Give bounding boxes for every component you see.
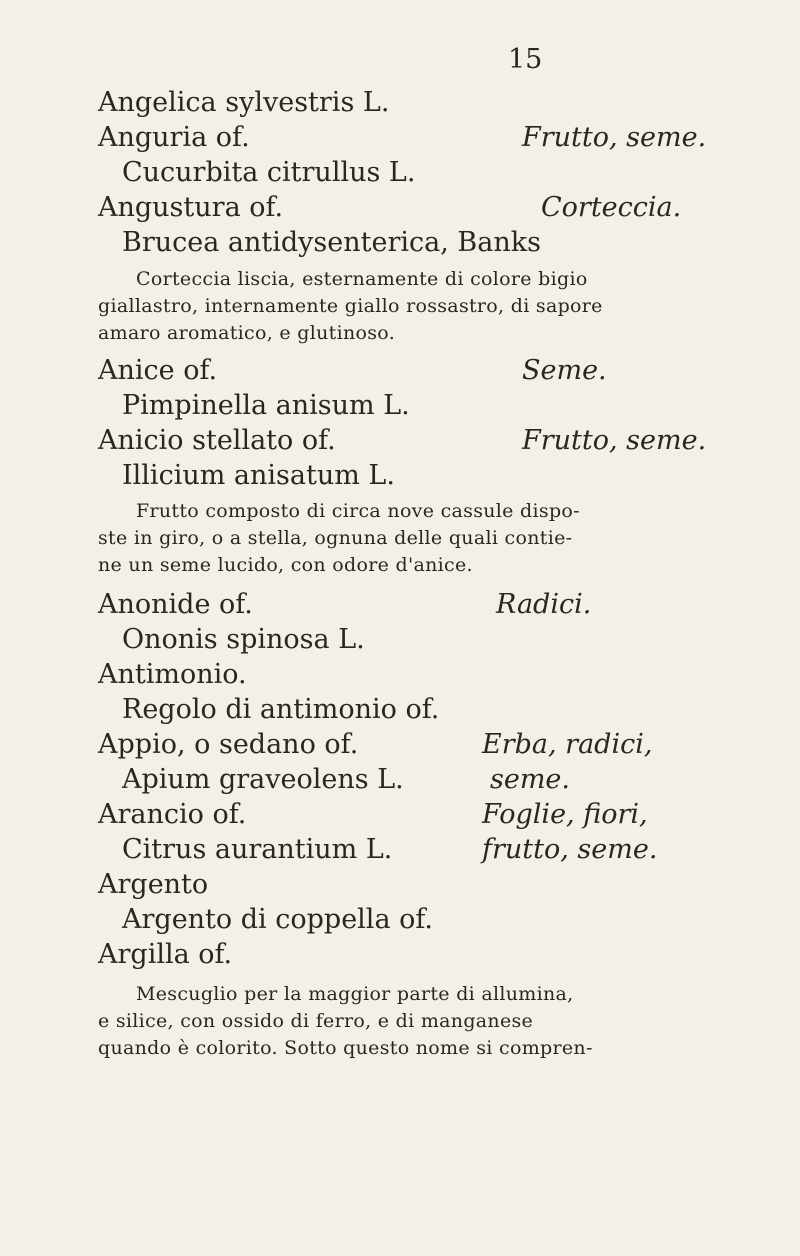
- entry-left: Argento di coppella of.: [122, 904, 433, 935]
- entry-left: Arancio of.: [98, 799, 247, 830]
- note-line: giallastro, internamente giallo rossastro, di sapore: [98, 295, 603, 317]
- entry-left: Anonide of.: [98, 589, 253, 620]
- entry-left: Citrus aurantium L.: [122, 834, 393, 865]
- entry-left: Illicium anisatum L.: [122, 460, 395, 491]
- entry-left: Apium graveolens L.: [122, 764, 404, 795]
- entry-left: Anguria of.: [98, 122, 250, 153]
- entry-part: Seme.: [522, 355, 607, 386]
- entry-part: Radici.: [496, 589, 592, 620]
- entry-left: Cucurbita citrullus L.: [122, 157, 416, 188]
- note-line: Frutto composto di circa nove cassule dispo-: [136, 500, 580, 522]
- entry-part: Frutto, seme.: [522, 425, 707, 456]
- entry-left: Pimpinella anisum L.: [122, 390, 410, 421]
- entry-part: Corteccia.: [541, 192, 682, 223]
- entry-left: Argento: [98, 869, 209, 900]
- note-line: Mescuglio per la maggior parte di allumina,: [136, 983, 574, 1005]
- note-line: ne un seme lucido, con odore d'anice.: [98, 554, 473, 576]
- entry-left: Angelica sylvestris L.: [98, 87, 390, 118]
- entry-left: Argilla of.: [98, 939, 233, 970]
- entry-left: Brucea antidysenterica, Banks: [122, 227, 541, 258]
- note-line: Corteccia liscia, esternamente di colore bigio: [136, 268, 588, 290]
- entry-left: Anicio stellato of.: [98, 425, 336, 456]
- entry-part: Erba, radici,: [482, 729, 653, 760]
- entry-left: Antimonio.: [98, 659, 247, 690]
- entry-part: seme.: [490, 764, 570, 795]
- note-line: amaro aromatico, e glutinoso.: [98, 322, 396, 344]
- note-line: ste in giro, o a stella, ognuna delle quali contie-: [98, 527, 573, 549]
- entry-part: Frutto, seme.: [522, 122, 707, 153]
- entry-left: Regolo di antimonio of.: [122, 694, 440, 725]
- entry-part: Foglie, fiori,: [482, 799, 648, 830]
- entry-left: Appio, o sedano of.: [98, 729, 359, 760]
- entry-left: Anice of.: [98, 355, 218, 386]
- note-line: e silice, con ossido di ferro, e di manganese: [98, 1010, 534, 1032]
- note-line: quando è colorito. Sotto questo nome si compren-: [98, 1037, 593, 1059]
- page-number: 15: [508, 44, 543, 75]
- entry-left: Ononis spinosa L.: [122, 624, 365, 655]
- entry-left: Angustura of.: [98, 192, 284, 223]
- entry-part: frutto, seme.: [482, 834, 658, 865]
